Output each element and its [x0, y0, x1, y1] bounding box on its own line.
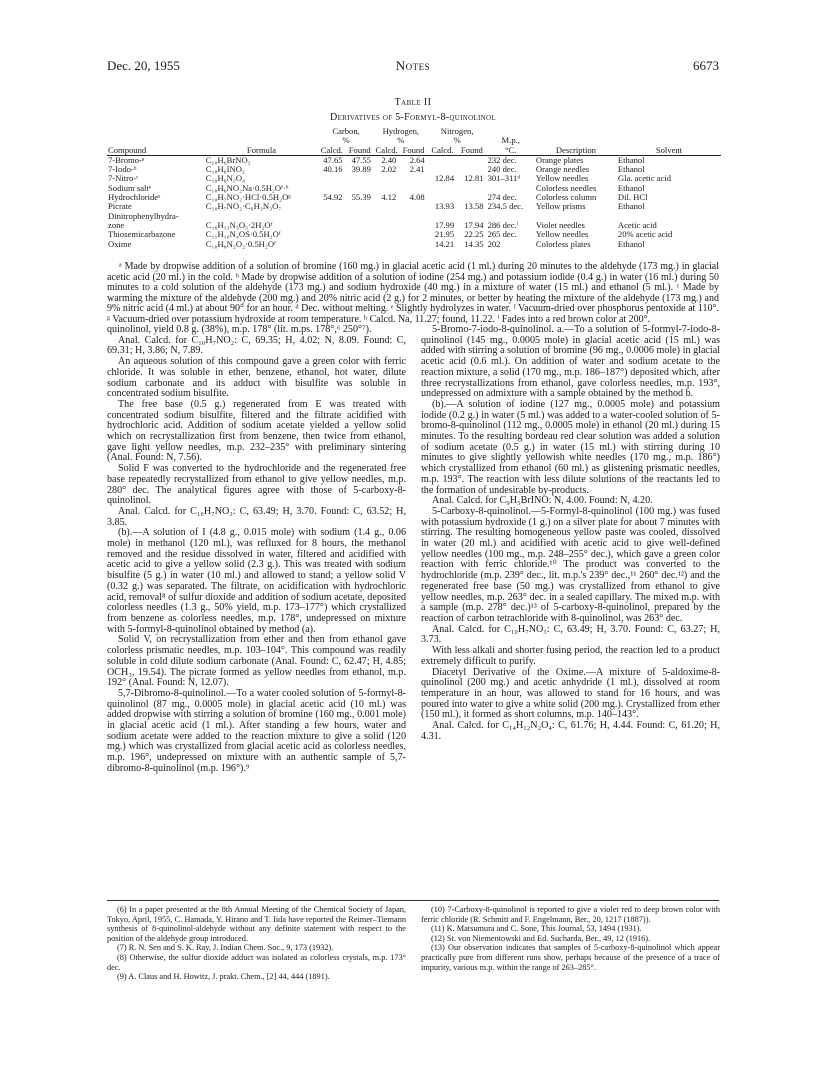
table-cell-solvent: Acetic acid [617, 219, 657, 230]
table-cell-mp: 265 dec. [487, 229, 517, 240]
hydrogen-percent: % [397, 135, 405, 146]
table-cell-formula: C₁₀H₆BrNO₂ [205, 154, 251, 165]
table-cell-h-calcd [374, 240, 399, 249]
col-header-n-found: Found [457, 146, 486, 156]
table-cell-compound: Dinitrophenylhydra- [108, 210, 179, 221]
table-cell-n-found: 22.25 [464, 229, 484, 240]
reference-note: (10) 7-Carboxy-8-quinolinol is reported to give a violet red to deep brown color with ferric chloride (R. Schmitt and F. Engelmann, Ber., 20, 1217 (1887)). [421, 905, 720, 924]
table-cell-h-calcd: 2.02 [381, 164, 397, 175]
carbon-header: Carbon, [332, 126, 360, 136]
table-cell-compound: zone [108, 219, 125, 230]
col-header-formula: Formula [205, 146, 319, 156]
table-footnotes: ᵃ Made by dropwise addition of a solution of bromine (160 mg.) in glacial acetic acid (1 ml.) during 20 minutes to the aldehyde (173 mg.) in glacial acetic acid (20 ml.) in the cold. ᵇ Made by dropwise addition of a solution of iodine (254 mg.) and potassium iodide (0.4 g.) in water (16 ml.) during 50 minutes to a cold solution of the aldehyde (173 mg.) and sodium hydroxide (40 mg.) in a mixture of water (15 ml.) and ethanol (5 ml.). ᶜ Made by warming the mixture of the aldehyde (200 mg.) and 20% nitric acid (2 g.) for 2 minutes, or better by heating the mixture of the aldehyde (173 mg.) and 9% nitric acid (4 ml.) at about 90° for an hour. ᵈ Dec. without melting. ᵉ Slightly hydrolyzes in water. ᶠ Vacuum-dried over phosphorus pentoxide at 110°. ᵍ Vacuum-dried over potassium hydroxide at room temperature. ʰ Calcd. Na, 11.27; found, 11.22. ⁱ Fades into a red brown color at 200°. [107, 261, 719, 325]
table-cell-c-found: 47.55 [351, 154, 371, 165]
table-cell-c-found [346, 240, 374, 249]
table-cell-h-calcd [374, 230, 399, 239]
body-paragraph: 5-Bromo-7-iodo-8-quinolinol. a.—To a solution of 5-formyl-7-iodo-8-quinolinol (145 mg., 0.0005 mole) in glacial acetic acid (15 ml.) was added with stirring a solution of bromine (96 mg., 0.0006 mole) in glacial acetic acid (0.6 ml.). On addition of water and sodium acetate to the reaction mixture, a solid (170 mg., m.p. 186–187°) deposited which, after three recrystallizations from ethanol, gave colorless needles, m.p. 193°, undepressed on admixture with a sample obtained by the method b. [421, 324, 720, 400]
table-cell-solvent: 20% acetic acid [617, 229, 673, 240]
table-cell-n-found: 12.81 [464, 173, 484, 184]
table-cell-description: Orange needles [535, 164, 590, 175]
table-cell-c-found [346, 230, 374, 239]
table-cell-compound: 7-Nitro-ᶜ [108, 173, 139, 184]
table-cell-n-calcd [428, 155, 457, 165]
table-cell-c-found: 55.39 [351, 192, 371, 203]
table-cell-compound: Oxime [108, 238, 132, 249]
table-cell-mp: 274 dec. [487, 192, 517, 203]
body-paragraph: 5-Carboxy-8-quinolinol.—5-Formyl-8-quinolinol (100 mg.) was fused with potassium hydroxide (1 g.) on a silver plate for about 7 minutes with stirring. The resulting homogeneous yellow paste was cooled, dissolved in water (20 ml.) and acidified with acetic acid to give well-defined yellow needles (100 mg., m.p. 248–255° dec.), which gave a green color reaction with ferric chloride.¹⁰ The product was converted to the hydrochloride (m.p. 239° dec., lit. m.p.'s 239° dec.,¹¹ 260° dec.¹²) and the regenerated free base (50 mg.) was crystallized from ethanol to give yellow needles, m.p. 263° dec. in a sealed capillary. The mixed m.p. with a sample (m.p. 278° dec.)¹³ of 5-carboxy-8-quinolinol, prepared by the reaction of carbon tetrachloride with 8-quinolinol, was 263° dec. [421, 505, 720, 624]
table-cell-compound: Sodium saltᵉ [108, 182, 152, 193]
derivatives-table [107, 127, 721, 249]
table-cell-formula: C₁₁H₁₀N₄OS·0.5H₂Oᶠ [205, 229, 281, 240]
col-header-description: Description [535, 146, 617, 156]
table-cell-n-calcd: 13.93 [434, 201, 455, 212]
table-cell-formula: C₁₀H₆INO₂ [205, 164, 245, 175]
table-cell-solvent: Gla. acetic acid [617, 173, 672, 184]
table-cell-solvent: Dil. HCl [617, 192, 648, 203]
nitrogen-percent: % [453, 135, 461, 146]
body-paragraph: With less alkali and shorter fusing period, the reaction led to a product extremely difficult to purify. [421, 645, 720, 667]
table-cell-n-calcd: 14.21 [434, 238, 455, 249]
reference-note: (8) Otherwise, the sulfur dioxide adduct was isolated as colorless crystals, m.p. 173° dec. [107, 952, 406, 972]
reference-note: (6) In a paper presented at the 8th Annual Meeting of the Chemical Society of Japan, Tokyo, April, 1955, C. Hamada, Y. Hirano and T. Iida have reported the Reimer–Tiemann synthesis of 8-quinolinol-aldehyde without any definite statement with respect to the position of the aldehyde group introduced. [107, 905, 406, 943]
references-left [107, 905, 406, 982]
left-text-column [107, 325, 406, 775]
table-cell-n-found [457, 155, 486, 165]
body-paragraph: Diacetyl Derivative of the Oxime.—A mixture of 5-aldoxime-8-quinolinol (200 mg.) and acetic anhydride (1 ml.), dissolved at room temperature in an hour, was allowed to stand for 16 hours, and was poured into water to give a white solid (200 mg.). Crystallized from ether (150 ml.), it formed as short columns, m.p. 140–143°. [421, 666, 720, 721]
table-cell-c-found [346, 212, 374, 221]
body-paragraph: The free base (0.5 g.) regenerated from E was treated with concentrated sodium bisulfite, filtered and the filtrate acidified with hydrochloric acid. Addition of sodium acetate yielded a yellow solid which on recrystallization first from benzene, then twice from ethanol, gave light yellow needles, m.p. 232–235° with preliminary sintering (Anal. Found: N, 7.56). [107, 398, 406, 464]
table-cell-solvent: Ethanol [617, 238, 645, 249]
table-cell-h-calcd: 4.12 [381, 192, 397, 203]
body-paragraph: Solid V, on recrystallization from ether and then from ethanol gave colorless prismatic needles, m.p. 103–104°. This compound was readily soluble in cold dilute sodium carbonate (Anal. Found: C, 62.47; H, 4.85; OCH₃, 19.54). The picrate formed as yellow needles from ethanol, m.p. 192° (Anal. Found: N, 12.07). [107, 634, 406, 689]
table-cell-h-calcd [374, 202, 399, 211]
nitrogen-header: Nitrogen, [440, 126, 474, 136]
header-section: Notes [395, 58, 431, 73]
table-row [107, 202, 721, 211]
table-cell-h-found [399, 202, 427, 211]
table-cell-compound: Hydrochlorideᵉ [108, 192, 161, 203]
table-cell-h-found: 2.41 [409, 164, 425, 175]
table-cell-c-calcd [318, 221, 345, 230]
table-cell-description: Colorless plates [535, 238, 591, 249]
table-cell-mp: 301–311ᵈ [487, 173, 521, 184]
table-cell-solvent: Ethanol [617, 182, 645, 193]
table-cell-c-calcd [318, 174, 345, 183]
body-paragraph: Anal. Calcd. for C₉H₅BrINO: N, 4.00. Found: N, 4.20. [432, 495, 653, 507]
hydrogen-header: Hydrogen, [382, 126, 420, 136]
mp-header: M.p., [501, 135, 520, 146]
table-cell-compound: Picrate [108, 201, 132, 212]
table-cell-solvent: Ethanol [617, 164, 645, 175]
table-cell-n-found: 14.35 [464, 238, 484, 249]
table-row [107, 240, 721, 249]
table-cell-mp: 232 dec. [487, 154, 517, 165]
table-cell-h-found [399, 240, 427, 249]
col-header-c-found: Found [346, 146, 374, 156]
table-cell-mp: 234.5 dec. [487, 201, 524, 212]
table-cell-c-calcd [318, 212, 345, 221]
table-cell-solvent: Ethanol [617, 154, 645, 165]
table-cell-h-calcd [374, 212, 399, 221]
mp-unit-header: °C. [487, 146, 535, 156]
running-header [107, 58, 719, 74]
references-right [421, 905, 720, 972]
col-header-c-calcd: Calcd. [318, 146, 345, 156]
table-cell-formula: C₁₀H₈N₂O₂·0.5H₂Oᶠ [205, 238, 276, 249]
table-title: Table II [394, 97, 432, 108]
col-header-n-calcd: Calcd. [428, 146, 457, 156]
table-cell-c-calcd [318, 240, 345, 249]
table-cell-n-found: 17.94 [464, 219, 484, 230]
table-cell-c-calcd: 40.16 [323, 164, 343, 175]
table-cell-description: Yellow needles [535, 229, 589, 240]
table-cell-h-calcd: 2.40 [381, 154, 397, 165]
table-cell-c-found [346, 202, 374, 211]
col-header-solvent: Solvent [617, 146, 721, 156]
body-paragraph: Solid F was converted to the hydrochloride and the regenerated free base repeatedly recrystallized from ethanol to give yellow needles, m.p. 280° dec. The analytical figures agree with those of 5-carboxy-8-quinolinol. [107, 463, 406, 507]
table-subtitle: Derivatives of 5-Formyl-8-quinolinol [330, 112, 496, 123]
table-cell-mp: 286 dec.ⁱ [487, 219, 519, 230]
body-paragraph: Anal. Calcd. for C₁₀H₇NO₃: C, 63.49; H, 3.70. Found: C, 63.27; H, 3.73. [421, 623, 720, 646]
reference-note: (11) K. Matsumura and C. Sone, This Journal, 53, 1494 (1931). [431, 924, 642, 934]
table-cell-h-calcd [374, 221, 399, 230]
body-paragraph: (b).—A solution of iodine (127 mg., 0.0005 mole) and potassium iodide (0.2 g.) in water (5 ml.) was added to a water-cooled solution of 5-bromo-8-quinolinol (112 mg., 0.0005 mole) in ethanol (20 ml.) during 15 minutes. To the resulting bordeau red clear solution was added a solution of sodium acetate (0.5 g.) in water (15 ml.) with stirring during 10 minutes to give slightly yellowish white needles (170 mg., m.p. 186°) which crystallized from ethanol (60 ml.) as glistening prismatic needles, m.p. 193°. The reaction with less dilute solutions of the reactants led to the formation of undesirable by-products. [421, 398, 720, 496]
table-cell-formula: C₁₀H₇NO₂·C₆H₃N₃O₇ [205, 201, 282, 212]
table-cell-c-found [346, 221, 374, 230]
table-cell-solvent: Ethanol [617, 201, 645, 212]
body-paragraph: quinolinol, yield 0.8 g. (38%), m.p. 178° (lit. m.ps. 178°,⁶ 250°⁷). [107, 324, 372, 335]
table-cell-compound: Thiosemicarbazone [108, 229, 176, 240]
table-cell-description: Violet needles [535, 219, 585, 230]
body-paragraph: 5,7-Dibromo-8-quinolinol.—To a water cooled solution of 5-formyl-8-quinolinol (87 mg., 0.0005 mole) in glacial acetic acid (10 ml.) was added dropwise with stirring a solution of bromine (160 mg., 0.001 mole) in glacial acetic acid (1 ml.). After standing a few hours, water and sodium acetate were added to the reaction mixture to give a solid (120 mg.) which was crystallized from glacial acetic acid as colorless needles, m.p. 196°, undepressed on mixture with an authentic sample of 5,7-dibromo-8-quinolinol (m.p. 196°).⁹ [107, 687, 406, 774]
table-cell-description: Yellow prisms [535, 201, 586, 212]
table-cell-n-calcd: 12.84 [434, 173, 455, 184]
reference-note: (12) St. von Niementowski and Ed. Sucharda, Ber., 49, 12 (1916). [431, 933, 651, 943]
table-cell-formula: C₁₆H₁₁N₅O₅·2H₂Oᶠ [205, 219, 273, 230]
table-cell-description: Orange plates [535, 154, 584, 165]
body-paragraph: Anal. Calcd. for C₁₀H₇NO₃: C, 63.49; H, 3.70. Found: C, 63.52; H, 3.85. [107, 505, 406, 528]
table-cell-formula: C₁₀H₆N₂O₄ [205, 173, 246, 184]
table-cell-description: Yellow needles [535, 173, 589, 184]
table-cell-c-calcd: 54.92 [323, 192, 343, 203]
body-paragraph: An aqueous solution of this compound gave a green color with ferric chloride. It was soluble in ether, benzene, ethanol, hot water, dilute sodium carbonate and its adduct with bisulfite was soluble in concentrated sodium bisulfite. [107, 356, 406, 400]
table-cell-c-calcd [318, 230, 345, 239]
table-cell-h-found: 4.08 [409, 192, 425, 203]
col-header-h-found: Found [399, 146, 427, 156]
col-header-compound: Compound [107, 146, 205, 156]
table-cell-n-calcd: 21.95 [434, 229, 455, 240]
table-cell-h-calcd [374, 174, 399, 183]
table-cell-formula: C₁₀H₇NO₂·HCl·0.5H₂Oᵍ [205, 192, 291, 203]
table-cell-compound: 7-Iodo-ᵇ [108, 164, 137, 175]
table-cell-mp: 202 [487, 238, 501, 249]
footnote-rule [107, 900, 719, 901]
table-cell-description: Colorless needles [535, 182, 597, 193]
table-cell-h-found [399, 212, 427, 221]
table-cell-n-found [457, 184, 486, 193]
header-date: Dec. 20, 1955 [107, 58, 180, 73]
table-cell-c-found: 39.89 [351, 164, 371, 175]
table-cell-mp: 240 dec. [487, 164, 517, 175]
body-paragraph: Anal. Calcd. for C₁₀H₇NO₂: C, 69.35; H, 4.02; N, 8.09. Found: C, 69.31; H, 3.86; N, 7.89. [107, 334, 406, 357]
right-text-column [421, 325, 720, 742]
table-cell-formula: C₁₀H₆NO₂Na·0.5H₂Oᶠ·ʰ [205, 182, 289, 193]
table-cell-h-found [399, 174, 427, 183]
table-body [107, 155, 721, 248]
table-cell-compound: 7-Bromo-ᵃ [108, 154, 145, 165]
table-cell-n-calcd [428, 184, 457, 193]
reference-note: (13) Our observation indicates that samples of 5-carboxy-8-quinolinol which appear practically pure from different runs show, perhaps because of the presence of a trace of impurity, various m.p. within the range of 263–285°. [421, 943, 720, 972]
reference-note: (9) A. Claus and H. Howitz, J. prakt. Chem., [2] 44, 444 (1891). [117, 972, 330, 982]
table-cell-n-found: 13.58 [464, 201, 484, 212]
table-cell-c-calcd [318, 202, 345, 211]
table-cell-h-found [399, 230, 427, 239]
carbon-percent: % [342, 135, 350, 146]
body-paragraph: Anal. Calcd. for C₁₄H₁₂N₂O₄: C, 61.76; H, 4.44. Found: C, 61.20; H, 4.31. [421, 720, 720, 742]
body-paragraph: (b).—A solution of I (4.8 g., 0.015 mole) with sodium (1.4 g., 0.06 mole) in methanol (120 ml.), was refluxed for 8 hours, the methanol removed and the residue dissolved in water, filtered and acidified with acetic acid to give a yellow solid (2.3 g.). This was treated with sodium bisulfite (5 g.) in water (10 ml.) and allowed to stand; a yellow solid V (0.32 g.) was separated. The filtrate, on acidification with hydrochloric acid, removal⁸ of sulfur dioxide and addition of sodium acetate, deposited colorless needles (1.3 g., 50% yield, m.p. 173–177°) which crystallized from benzene as colorless needles, m.p. 178°, undepressed on mixture with 5-formyl-8-quinolinol obtained by method (a). [107, 527, 406, 635]
header-page-number: 6673 [693, 58, 719, 73]
table-cell-h-found [399, 221, 427, 230]
reference-note: (7) R. N. Sen and S. K. Ray, J. Indian Chem. Soc., 9, 173 (1932). [117, 943, 334, 953]
col-header-h-calcd: Calcd. [375, 144, 398, 155]
table-cell-h-found: 2.64 [409, 154, 425, 165]
table-cell-c-found [346, 174, 374, 183]
table-cell-n-calcd: 17.99 [434, 219, 455, 230]
table-cell-c-calcd: 47.65 [323, 154, 343, 165]
table-cell-description: Colorless column [535, 192, 597, 203]
